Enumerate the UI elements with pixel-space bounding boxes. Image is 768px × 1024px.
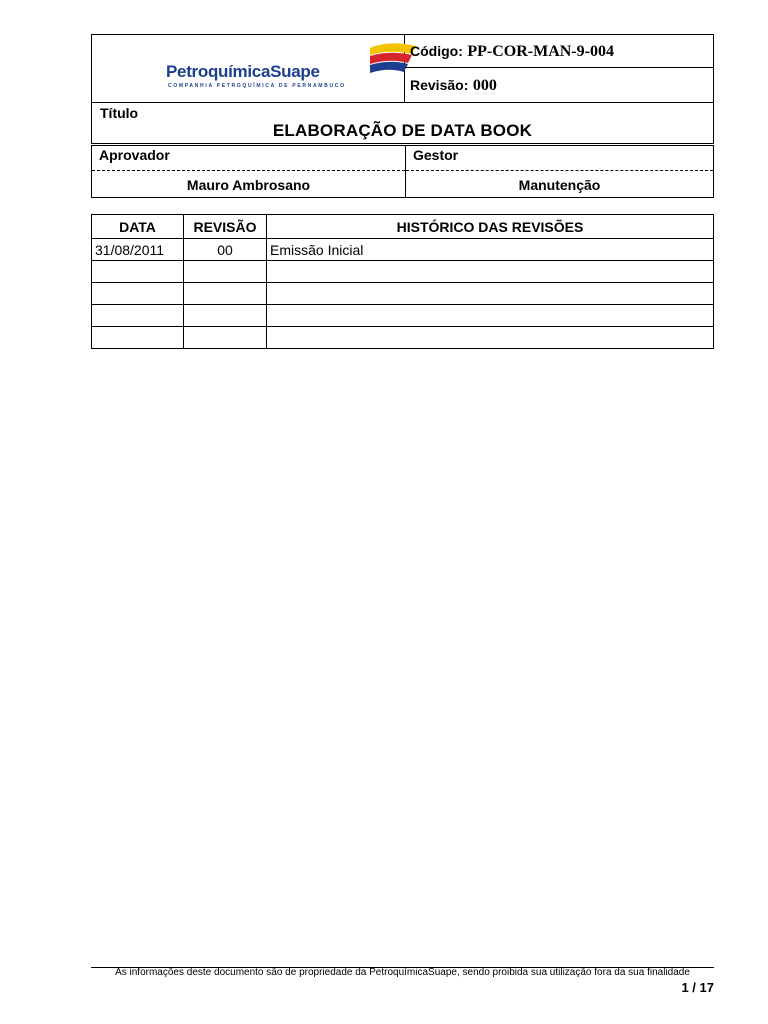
table-row xyxy=(92,283,714,305)
column-header: REVISÃO xyxy=(184,215,267,239)
title-row xyxy=(92,102,713,143)
approver-value: Mauro Ambrosano xyxy=(186,177,311,193)
revision-cell xyxy=(184,327,267,349)
company-logo xyxy=(92,35,405,102)
document-title: ELABORAÇÃO DE DATA BOOK xyxy=(272,121,533,140)
revision-cell xyxy=(184,283,267,305)
column-header: HISTÓRICO DAS REVISÕES xyxy=(267,215,714,239)
document-header xyxy=(91,34,714,144)
manager-value: Manutenção xyxy=(518,177,601,193)
revision-value: 000 xyxy=(472,77,497,94)
code-value: PP-COR-MAN-9-004 xyxy=(467,43,614,60)
page-number: 1 / 17 xyxy=(681,980,714,995)
document-revision-cell xyxy=(405,68,713,102)
date-cell: 31/08/2011 xyxy=(92,239,184,261)
manager-cell xyxy=(406,146,713,197)
approver-label: Aprovador xyxy=(99,147,170,163)
approver-cell xyxy=(92,146,406,197)
date-cell xyxy=(92,305,184,327)
history-cell xyxy=(267,305,714,327)
logo-wordmark: PetroquímicaSuape xyxy=(166,62,320,81)
revision-cell: 00 xyxy=(184,239,267,261)
history-cell: Emissão Inicial xyxy=(267,239,714,261)
date-cell xyxy=(92,327,184,349)
title-label: Título xyxy=(100,105,139,121)
table-row xyxy=(92,305,714,327)
logo-subtitle: COMPANHIA PETROQUÍMICA DE PERNAMBUCO xyxy=(168,83,346,89)
revision-history-table xyxy=(91,214,714,349)
code-label: Código: xyxy=(410,43,463,59)
table-row xyxy=(92,261,714,283)
table-row xyxy=(92,239,714,261)
document-code-cell xyxy=(405,35,713,68)
footer-notice: As informações deste documento são de propriedade da PetroquímicaSuape, sendo proibida sua utilização fora da sua finalidade xyxy=(115,967,690,978)
table-header-row xyxy=(92,215,714,239)
history-cell xyxy=(267,327,714,349)
revision-cell xyxy=(184,305,267,327)
column-header: DATA xyxy=(92,215,184,239)
revision-label: Revisão: xyxy=(410,77,469,93)
approval-block xyxy=(91,145,714,198)
date-cell xyxy=(92,261,184,283)
history-cell xyxy=(267,261,714,283)
date-cell xyxy=(92,283,184,305)
manager-label: Gestor xyxy=(413,147,459,163)
history-cell xyxy=(267,283,714,305)
revision-cell xyxy=(184,261,267,283)
table-row xyxy=(92,327,714,349)
